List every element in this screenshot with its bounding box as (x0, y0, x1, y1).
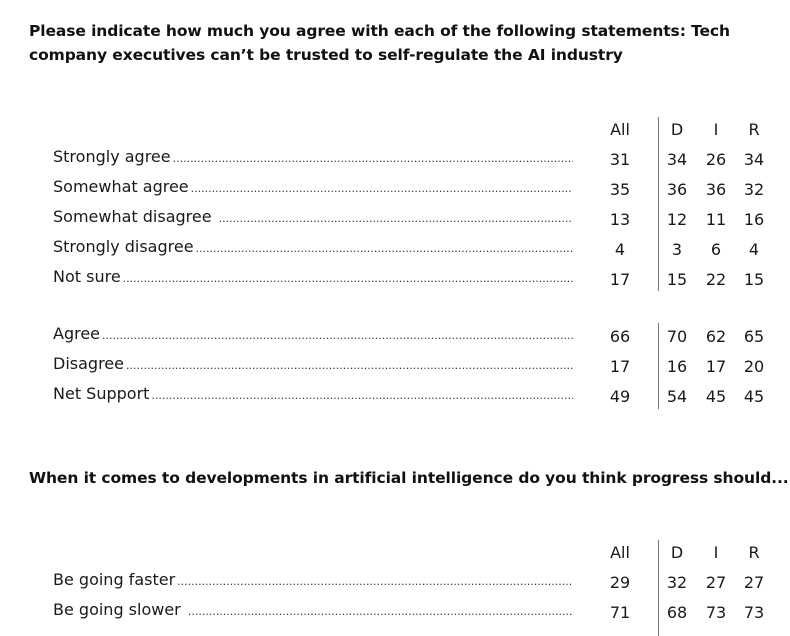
cell-independent: 17 (705, 357, 727, 376)
cell-independent: 45 (705, 387, 727, 406)
cell-all: 49 (609, 387, 631, 406)
table-row-label (53, 570, 573, 592)
header-democrat: D (670, 120, 684, 139)
cell-all: 31 (609, 150, 631, 169)
row-label-text: Somewhat agree (53, 177, 189, 196)
cell-democrat: 68 (666, 603, 688, 622)
header-republican: R (748, 543, 760, 562)
header-independent: I (713, 543, 719, 562)
cell-independent: 26 (705, 150, 727, 169)
cell-republican: 45 (743, 387, 765, 406)
table-row-label (53, 267, 573, 289)
summary-row-label (53, 324, 573, 346)
cell-republican: 34 (743, 150, 765, 169)
question-2-title: When it comes to developments in artificial intelligence do you think progress should... (29, 469, 789, 487)
table-row-label (53, 207, 573, 229)
cell-all: 66 (609, 327, 631, 346)
cell-independent: 22 (705, 270, 727, 289)
table-row-label (53, 237, 573, 259)
cell-all: 29 (609, 573, 631, 592)
row-label-text: Not sure (53, 267, 121, 286)
header-all: All (610, 120, 630, 139)
cell-all: 35 (609, 180, 631, 199)
row-label-text: Agree (53, 324, 101, 343)
cell-democrat: 12 (666, 210, 688, 229)
header-all: All (610, 543, 630, 562)
cell-all: 17 (609, 270, 631, 289)
cell-democrat: 3 (671, 240, 683, 259)
cell-democrat: 70 (666, 327, 688, 346)
table-row-label (53, 147, 573, 169)
cell-all: 4 (614, 240, 626, 259)
cell-democrat: 36 (666, 180, 688, 199)
cell-republican: 16 (743, 210, 765, 229)
header-independent: I (713, 120, 719, 139)
cell-republican: 20 (743, 357, 765, 376)
cell-republican: 15 (743, 270, 765, 289)
cell-all: 17 (609, 357, 631, 376)
row-label-text: Strongly agree (53, 147, 171, 166)
question-1-title: Please indicate how much you agree with each of the following statements: Tech company executives can’t be trusted to self-regulate the AI industry (29, 22, 730, 64)
cell-republican: 32 (743, 180, 765, 199)
cell-democrat: 34 (666, 150, 688, 169)
cell-democrat: 16 (666, 357, 688, 376)
cell-independent: 36 (705, 180, 727, 199)
cell-democrat: 54 (666, 387, 688, 406)
cell-republican: 4 (748, 240, 760, 259)
column-divider (658, 117, 659, 291)
row-label-text: Strongly disagree (53, 237, 194, 256)
summary-row-label (53, 384, 573, 406)
cell-republican: 65 (743, 327, 765, 346)
cell-independent: 73 (705, 603, 727, 622)
table-row-label (53, 177, 573, 199)
row-label-text: Somewhat disagree (53, 207, 217, 226)
header-republican: R (748, 120, 760, 139)
table-row-label (53, 600, 573, 622)
row-label-text: Be going slower (53, 600, 186, 619)
cell-independent: 27 (705, 573, 727, 592)
row-label-text: Net Support (53, 384, 150, 403)
cell-republican: 73 (743, 603, 765, 622)
cell-republican: 27 (743, 573, 765, 592)
column-divider (658, 540, 659, 636)
cell-all: 13 (609, 210, 631, 229)
cell-all: 71 (609, 603, 631, 622)
header-democrat: D (670, 543, 684, 562)
cell-democrat: 32 (666, 573, 688, 592)
column-divider (658, 323, 659, 409)
cell-democrat: 15 (666, 270, 688, 289)
row-label-text: Disagree (53, 354, 124, 373)
row-label-text: Be going faster (53, 570, 176, 589)
cell-independent: 6 (710, 240, 722, 259)
cell-independent: 62 (705, 327, 727, 346)
cell-independent: 11 (705, 210, 727, 229)
summary-row-label (53, 354, 573, 376)
